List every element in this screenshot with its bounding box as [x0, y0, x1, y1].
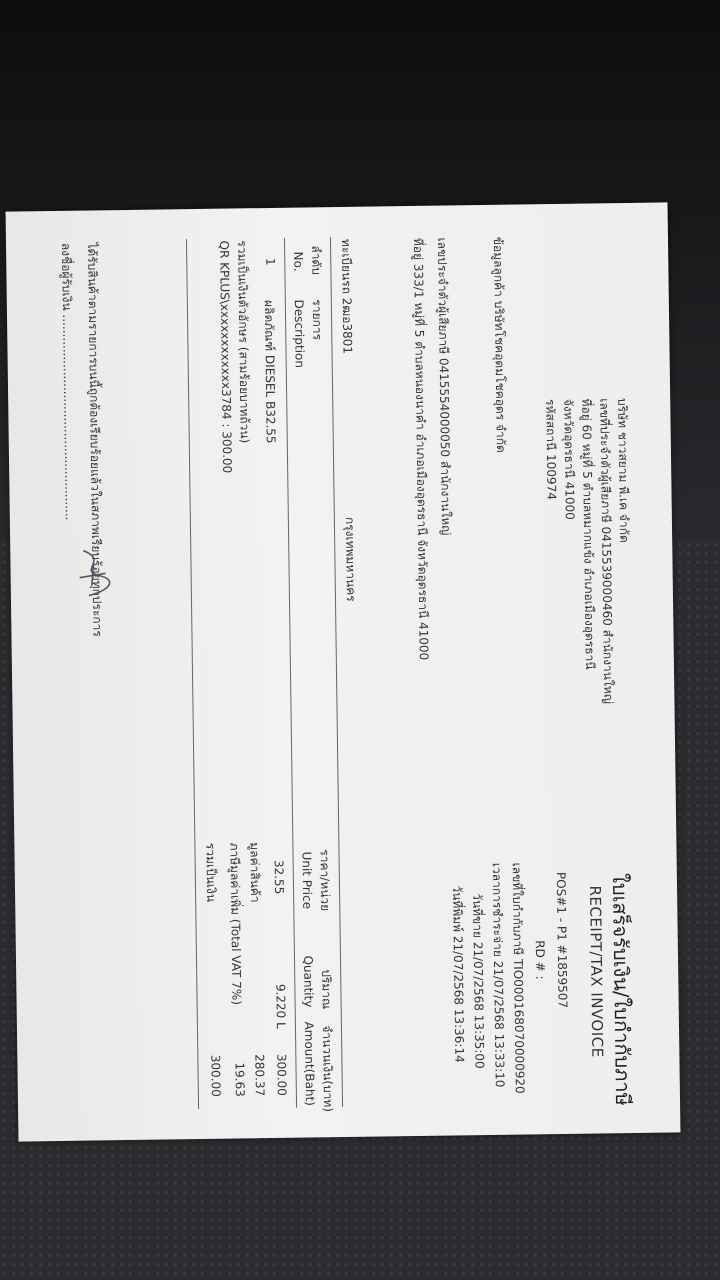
header-unit-price-en: Unit Price: [299, 851, 315, 910]
rd-number: RD # :: [532, 940, 548, 980]
net-label: มูลค่าสินค้า: [247, 842, 263, 903]
row-amount: 300.00: [274, 1053, 289, 1096]
header-amount-th: จำนวนเงิน(บาท): [319, 1025, 336, 1113]
paid-time: เวลาการชำระจ่าย 21/07/2568 13:33:10: [489, 862, 507, 1088]
pos-number: POS#1 - P1 #1859507: [553, 871, 570, 1009]
receiver-signature-line: ลงชื่อผู้รับเงิน ......................................................: [58, 242, 77, 521]
footer-note: ได้รับสินค้าตามรายการบนนี้ถูกต้องเรียบร้อยแล้วในสภาพเรียบร้อยทุกประการ: [84, 242, 105, 637]
company-address-2: จังหวัดอุดรธานี 41000: [561, 398, 577, 520]
customer-address: ที่อยู่ 333/1 หมู่ที่ 5 ตำบลหนองนาคำ อำเภอเมืองอุดรธานี จังหวัดอุดรธานี 41000: [410, 237, 431, 661]
net-value: 280.37: [252, 1054, 267, 1097]
company-address-1: ที่อยู่ 60 หมู่ที่ 5 ตำบลหมากแข้ง อำเภอเมืองอุดรธานี: [579, 398, 597, 670]
company-tax-line: เลขที่ประจำตัวผู้เสียภาษี 0415539000460 สำนักงานใหญ่: [597, 398, 616, 705]
total-label: รวมเป็นเงิน: [203, 842, 219, 903]
row-unit-price: 32.55: [271, 859, 287, 895]
invoice-number: เลขที่ใบกำกับภาษี TIO000168070000920: [509, 862, 527, 1094]
header-amount-en: Amount(Baht): [301, 1021, 318, 1107]
document-title-english: RECEIPT/TAX INVOICE: [586, 885, 607, 1058]
table-bottom-rule: [186, 239, 199, 1109]
header-description-th: รายการ: [309, 299, 325, 341]
receipt-document: [27, 223, 659, 1122]
customer-tax-line: เลขประจำตัวผู้เสียภาษี 0415554000050 สำนักงานใหญ่: [434, 237, 454, 536]
sale-date: วันที่ขาย 21/07/2568 13:35:00: [470, 893, 487, 1069]
vehicle-province: กรุงเทพมหานคร: [342, 516, 359, 602]
header-no-en: No.: [291, 251, 306, 272]
amount-in-words: รวมเป็นเงินตัวอักษร (สามร้อยบาทถ้วน): [234, 240, 252, 444]
total-value: 300.00: [208, 1054, 223, 1097]
company-branch-code: รหัสสถานี 100974: [543, 398, 559, 501]
payment-method: QR KPLUS\xxxxxxxxxxxx3784 : 300.00: [216, 240, 235, 474]
table-header-rule: [284, 238, 297, 1108]
print-date: วันที่พิมพ์ 21/07/2568 13:36:14: [449, 885, 467, 1063]
header-unit-price-th: ราคา/หน่วย: [317, 849, 333, 912]
header-quantity-en: Quantity: [300, 955, 316, 1008]
header-quantity-th: ปริมาณ: [319, 969, 334, 1010]
row-no: 1: [263, 257, 278, 266]
vat-label: ภาษีมูลค่าเพิ่ม (Total VAT 7%): [227, 842, 244, 1006]
row-quantity: 9.220 L: [273, 983, 288, 1029]
receipt-paper: [6, 202, 681, 1141]
customer-name: ข้อมูลลูกค้า บริษัทโชคอุดมโชคอุดร จำกัด: [490, 236, 508, 453]
vehicle-plate: ทะเบียนรถ 2ฒอ3801: [338, 238, 355, 355]
row-description: ผลิตภัณฑ์ DIESEL B32.55: [261, 299, 278, 444]
handwritten-signature: [73, 545, 114, 606]
header-no-th: ลำดับ: [309, 245, 324, 275]
document-title-thai: ใบเสร็จรับเงิน/ใบกำกับภาษี: [607, 872, 636, 1106]
company-name: บริษัท ชาวสยาม พี.เค จำกัด: [615, 397, 632, 543]
vat-value: 19.63: [232, 1062, 247, 1097]
header-description-en: Description: [291, 299, 307, 369]
